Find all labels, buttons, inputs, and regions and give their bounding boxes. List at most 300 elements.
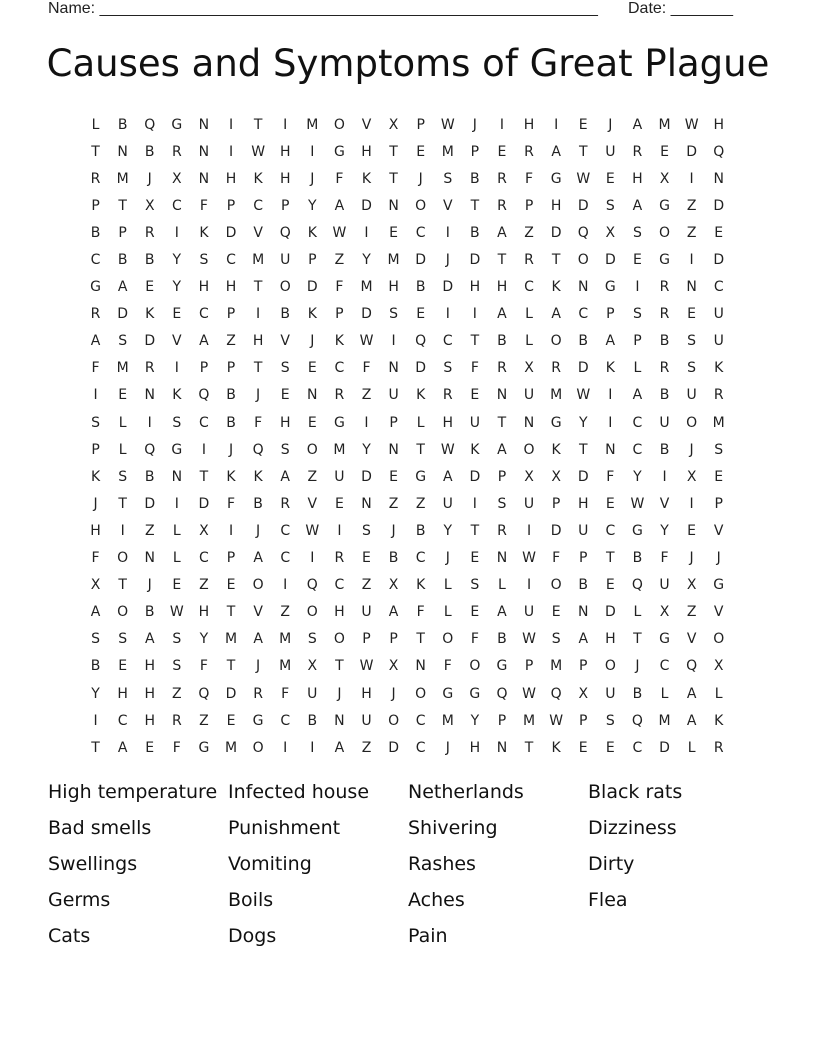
grid-letter: L (443, 604, 452, 621)
grid-letter: P (579, 658, 588, 675)
grid-letter: E (362, 550, 371, 567)
grid-letter: U (334, 468, 345, 485)
grid-letter: R (551, 360, 561, 377)
grid-letter: E (334, 495, 344, 512)
grid-letter: Z (686, 604, 697, 621)
grid-letter: X (605, 224, 616, 241)
grid-letter: B (632, 685, 643, 702)
grid-letter: U (280, 252, 291, 269)
grid-letter: U (659, 577, 670, 594)
grid-letter: F (199, 658, 208, 675)
grid-row (82, 517, 742, 544)
grid-letter: Y (660, 522, 669, 539)
grid-letter: C (199, 306, 209, 323)
grid-letter: F (91, 550, 100, 567)
grid-letter: U (523, 495, 535, 512)
grid-letter: H (577, 495, 589, 512)
grid-letter: T (633, 631, 642, 648)
grid-letter: D (686, 143, 697, 160)
grid-letter: C (415, 224, 426, 241)
grid-letter: M (523, 712, 536, 729)
grid-letter: P (335, 306, 344, 323)
grid-letter: A (117, 739, 128, 756)
grid-letter: N (496, 387, 508, 404)
grid-letter: G (333, 414, 345, 431)
grid-letter: C (334, 577, 345, 594)
grid-letter: T (253, 360, 263, 377)
grid-letter: H (279, 414, 291, 431)
grid-letter: H (632, 170, 643, 187)
grid-letter: G (550, 414, 562, 431)
grid-letter: J (445, 739, 450, 756)
grid-letter: Y (470, 712, 480, 729)
grid-letter: U (523, 387, 535, 404)
grid-letter: E (307, 414, 317, 431)
word-list-item: Aches (408, 889, 465, 911)
grid-letter: Q (306, 577, 318, 594)
grid-row (82, 301, 742, 328)
grid-letter: I (554, 116, 559, 133)
grid-letter: A (497, 224, 507, 241)
grid-letter: S (687, 333, 697, 350)
grid-letter: X (524, 468, 534, 485)
grid-letter: Q (279, 224, 291, 241)
grid-letter: D (198, 495, 210, 512)
grid-letter: R (659, 306, 670, 323)
grid-letter: A (388, 604, 399, 621)
grid-letter: U (713, 333, 724, 350)
grid-letter: S (362, 522, 371, 539)
grid-letter: V (253, 224, 263, 241)
grid-letter: D (117, 306, 129, 323)
grid-letter: K (714, 360, 724, 377)
grid-letter: R (497, 360, 507, 377)
grid-letter: D (469, 252, 481, 269)
grid-letter: T (416, 441, 425, 458)
grid-letter: D (388, 739, 399, 756)
grid-letter: J (472, 116, 477, 133)
grid-letter: C (605, 522, 616, 539)
grid-letter: D (604, 604, 616, 621)
grid-letter: V (280, 333, 290, 350)
grid-letter: A (280, 468, 290, 485)
grid-letter: B (497, 333, 507, 350)
grid-letter: W (522, 685, 536, 702)
page-title: Causes and Symptoms of Great Plague (46, 42, 770, 85)
grid-letter: B (90, 224, 101, 241)
grid-letter: O (333, 116, 345, 133)
grid-letter: P (579, 550, 588, 567)
word-list-item: Infected house (228, 781, 370, 803)
grid-letter: H (117, 685, 128, 702)
grid-letter: H (713, 116, 724, 133)
grid-letter: L (687, 739, 696, 756)
grid-letter: S (605, 197, 615, 214)
grid-letter: B (659, 441, 670, 458)
grid-letter: R (524, 252, 534, 269)
grid-letter: G (333, 143, 345, 160)
grid-letter: J (337, 685, 342, 702)
grid-letter: W (630, 495, 645, 512)
grid-letter: D (361, 468, 372, 485)
grid-row (82, 382, 742, 409)
grid-letter: F (254, 414, 263, 431)
grid-letter: K (307, 306, 317, 323)
grid-letter: C (524, 279, 534, 296)
grid-letter: I (635, 279, 640, 296)
grid-letter: I (608, 387, 613, 404)
grid-letter: D (469, 468, 481, 485)
grid-letter: D (550, 224, 562, 241)
grid-letter: D (604, 252, 616, 269)
grid-letter: C (226, 252, 236, 269)
grid-letter: I (608, 414, 613, 431)
grid-letter: F (335, 279, 344, 296)
grid-letter: S (470, 577, 480, 594)
grid-row (82, 219, 742, 246)
grid-letter: G (198, 739, 210, 756)
grid-letter: U (713, 306, 724, 323)
grid-letter: X (551, 468, 561, 485)
grid-letter: G (469, 685, 481, 702)
grid-letter: J (391, 685, 396, 702)
grid-letter: E (605, 495, 615, 512)
grid-letter: M (387, 252, 400, 269)
grid-letter: T (91, 143, 100, 160)
grid-letter: N (171, 468, 183, 485)
grid-letter: H (334, 604, 345, 621)
grid-letter: A (686, 685, 697, 702)
grid-letter: L (660, 685, 669, 702)
grid-letter: X (578, 685, 589, 702)
grid-letter: B (659, 387, 670, 404)
grid-letter: Q (198, 685, 210, 702)
grid-letter: W (359, 333, 374, 350)
grid-letter: K (226, 468, 236, 485)
grid-letter: Q (198, 387, 210, 404)
grid-letter: O (686, 414, 698, 431)
grid-letter: E (307, 360, 317, 377)
grid-letter: T (389, 143, 398, 160)
grid-letter: A (442, 468, 453, 485)
grid-letter: B (497, 631, 507, 648)
grid-letter: S (497, 495, 507, 512)
grid-letter: P (199, 360, 209, 377)
grid-letter: Q (631, 712, 643, 729)
grid-letter: I (337, 522, 342, 539)
grid-letter: T (335, 658, 344, 675)
grid-letter: O (333, 631, 345, 648)
word-list-item: Black rats (588, 781, 683, 803)
grid-letter: S (605, 712, 615, 729)
grid-letter: S (172, 414, 182, 431)
grid-letter: V (686, 631, 697, 648)
grid-letter: S (551, 631, 561, 648)
grid-letter: U (578, 522, 589, 539)
grid-letter: K (199, 224, 209, 241)
grid-letter: E (660, 143, 669, 160)
grid-letter: H (442, 414, 454, 431)
grid-letter: C (117, 712, 128, 729)
grid-letter: Z (686, 197, 697, 214)
grid-letter: F (281, 685, 290, 702)
grid-letter: B (226, 414, 236, 431)
grid-letter: O (117, 604, 129, 621)
grid-letter: C (253, 197, 263, 214)
word-list-item: Bad smells (48, 817, 152, 839)
grid-letter: M (306, 116, 319, 133)
grid-letter: G (659, 252, 670, 269)
grid-letter: I (174, 224, 179, 241)
name-field-label: Name: ________________________________________________________ (48, 0, 598, 17)
grid-letter: V (442, 197, 453, 214)
grid-letter: W (440, 441, 455, 458)
grid-letter: F (470, 360, 479, 377)
date-field-label: Date: _______ (628, 0, 733, 17)
grid-letter: O (604, 658, 616, 675)
grid-letter: P (470, 143, 480, 160)
grid-letter: L (443, 577, 452, 594)
grid-letter: N (388, 197, 399, 214)
grid-letter: Y (633, 468, 642, 485)
grid-letter: E (578, 116, 588, 133)
grid-letter: W (440, 116, 455, 133)
grid-letter: I (310, 143, 315, 160)
grid-letter: H (144, 685, 155, 702)
grid-letter: A (686, 712, 697, 729)
grid-letter: X (686, 468, 697, 485)
grid-letter: W (332, 224, 347, 241)
grid-letter: O (415, 197, 427, 214)
grid-letter: E (714, 468, 724, 485)
grid-letter: R (171, 143, 182, 160)
grid-letter: I (228, 143, 234, 160)
grid-letter: D (659, 739, 670, 756)
grid-letter: Q (144, 116, 156, 133)
grid-letter: H (496, 279, 508, 296)
grid-letter: E (226, 577, 236, 594)
grid-letter: U (388, 387, 399, 404)
grid-letter: N (198, 116, 210, 133)
word-list-item: Cats (48, 925, 91, 947)
grid-letter: S (118, 333, 128, 350)
grid-letter: I (662, 468, 667, 485)
word-list-item: Dizziness (588, 817, 677, 839)
grid-letter: L (525, 306, 533, 323)
grid-letter: F (226, 495, 236, 512)
grid-letter: F (416, 604, 425, 621)
grid-letter: H (198, 279, 210, 296)
grid-letter: S (632, 306, 642, 323)
grid-letter: I (310, 550, 315, 567)
grid-letter: L (172, 522, 181, 539)
grid-letter: Z (361, 577, 372, 594)
grid-letter: C (415, 550, 426, 567)
grid-letter: C (280, 522, 291, 539)
grid-letter: D (550, 522, 562, 539)
grid-letter: E (551, 604, 561, 621)
grid-letter: U (307, 685, 318, 702)
grid-letter: C (199, 550, 209, 567)
grid-letter: P (389, 414, 398, 431)
grid-letter: Q (686, 658, 698, 675)
grid-letter: V (713, 604, 724, 621)
grid-letter: P (497, 468, 507, 485)
grid-row (82, 734, 742, 761)
grid-letter: P (226, 550, 236, 567)
grid-letter: Z (361, 387, 372, 404)
grid-letter: Q (144, 441, 156, 458)
grid-letter: G (496, 658, 508, 675)
grid-letter: N (144, 550, 155, 567)
grid-letter: B (578, 333, 589, 350)
grid-letter: R (659, 279, 670, 296)
grid-letter: K (551, 739, 561, 756)
grid-letter: O (279, 279, 291, 296)
grid-letter: T (118, 197, 127, 214)
grid-letter: L (118, 414, 127, 431)
grid-letter: E (687, 306, 697, 323)
grid-letter: F (660, 550, 669, 567)
grid-letter: S (172, 631, 182, 648)
grid-letter: C (280, 712, 291, 729)
grid-letter: G (171, 116, 183, 133)
grid-letter: B (144, 143, 155, 160)
grid-letter: G (713, 577, 725, 594)
grid-letter: B (470, 224, 480, 241)
grid-letter: D (442, 279, 454, 296)
grid-letter: K (416, 387, 426, 404)
grid-letter: G (659, 631, 670, 648)
grid-letter: V (253, 604, 263, 621)
grid-letter: M (658, 712, 671, 729)
grid-letter: F (362, 360, 371, 377)
grid-letter: I (472, 495, 477, 512)
grid-letter: W (576, 387, 591, 404)
grid-letter: E (632, 252, 642, 269)
grid-letter: S (307, 631, 317, 648)
grid-letter: P (524, 197, 534, 214)
grid-letter: I (228, 522, 234, 539)
grid-letter: X (172, 170, 182, 187)
grid-letter: N (686, 279, 697, 296)
grid-letter: T (578, 143, 588, 160)
grid-letter: U (523, 604, 535, 621)
grid-letter: N (388, 360, 399, 377)
grid-letter: I (364, 414, 369, 431)
word-list-item: Flea (588, 889, 628, 911)
grid-row (82, 707, 742, 734)
grid-letter: D (361, 197, 372, 214)
grid-letter: A (497, 441, 507, 458)
grid-letter: O (469, 658, 481, 675)
grid-letter: L (498, 577, 506, 594)
grid-letter: C (713, 279, 724, 296)
grid-letter: T (416, 631, 425, 648)
grid-letter: G (550, 170, 562, 187)
grid-letter: T (578, 441, 588, 458)
grid-letter: M (712, 414, 725, 431)
grid-letter: S (280, 441, 290, 458)
grid-letter: J (391, 522, 396, 539)
grid-letter: A (497, 604, 507, 621)
grid-letter: K (605, 360, 615, 377)
word-list-item: Shivering (408, 817, 498, 839)
grid-letter: N (523, 414, 535, 431)
grid-letter: R (334, 387, 345, 404)
grid-letter: X (388, 658, 399, 675)
grid-letter: N (577, 604, 589, 621)
word-list-item: Rashes (408, 853, 476, 875)
grid-letter: I (499, 116, 505, 133)
grid-letter: M (116, 170, 129, 187)
grid-letter: M (550, 387, 563, 404)
grid-letter: M (441, 712, 454, 729)
grid-letter: N (415, 658, 426, 675)
grid-letter: J (689, 441, 694, 458)
grid-letter: T (118, 577, 127, 594)
grid-letter: H (550, 197, 562, 214)
grid-letter: C (334, 360, 345, 377)
grid-letter: H (225, 279, 237, 296)
grid-letter: I (93, 712, 98, 729)
grid-letter: I (174, 360, 179, 377)
grid-letter: B (253, 495, 263, 512)
grid-letter: B (117, 252, 128, 269)
grid-letter: E (172, 577, 182, 594)
grid-letter: Z (334, 252, 345, 269)
grid-letter: F (525, 170, 534, 187)
grid-letter: N (361, 495, 372, 512)
grid-letter: Z (686, 224, 697, 241)
grid-row (82, 111, 742, 138)
grid-letter: Q (496, 685, 508, 702)
grid-letter: L (525, 333, 533, 350)
grid-letter: T (551, 252, 561, 269)
grid-letter: I (201, 441, 206, 458)
grid-letter: I (445, 306, 450, 323)
grid-letter: X (388, 577, 399, 594)
grid-letter: A (144, 631, 155, 648)
grid-letter: Y (578, 414, 588, 431)
grid-letter: O (550, 333, 562, 350)
grid-letter: Y (172, 279, 182, 296)
grid-letter: A (253, 631, 263, 648)
grid-letter: Z (172, 685, 182, 702)
grid-letter: H (198, 604, 210, 621)
grid-letter: X (686, 577, 697, 594)
grid-letter: J (228, 441, 234, 458)
grid-letter: O (388, 712, 400, 729)
grid-letter: A (90, 604, 101, 621)
grid-letter: E (416, 306, 426, 323)
grid-letter: D (225, 224, 237, 241)
grid-letter: E (470, 387, 480, 404)
grid-letter: O (523, 441, 535, 458)
grid-letter: E (145, 279, 155, 296)
grid-letter: J (635, 658, 640, 675)
grid-letter: B (280, 306, 290, 323)
grid-letter: H (523, 116, 535, 133)
grid-letter: H (605, 631, 616, 648)
grid-letter: P (497, 712, 507, 729)
grid-letter: D (577, 360, 589, 377)
grid-letter: J (256, 522, 261, 539)
grid-letter: I (310, 739, 315, 756)
grid-row (82, 192, 742, 219)
grid-letter: R (659, 360, 670, 377)
grid-letter: I (256, 306, 261, 323)
